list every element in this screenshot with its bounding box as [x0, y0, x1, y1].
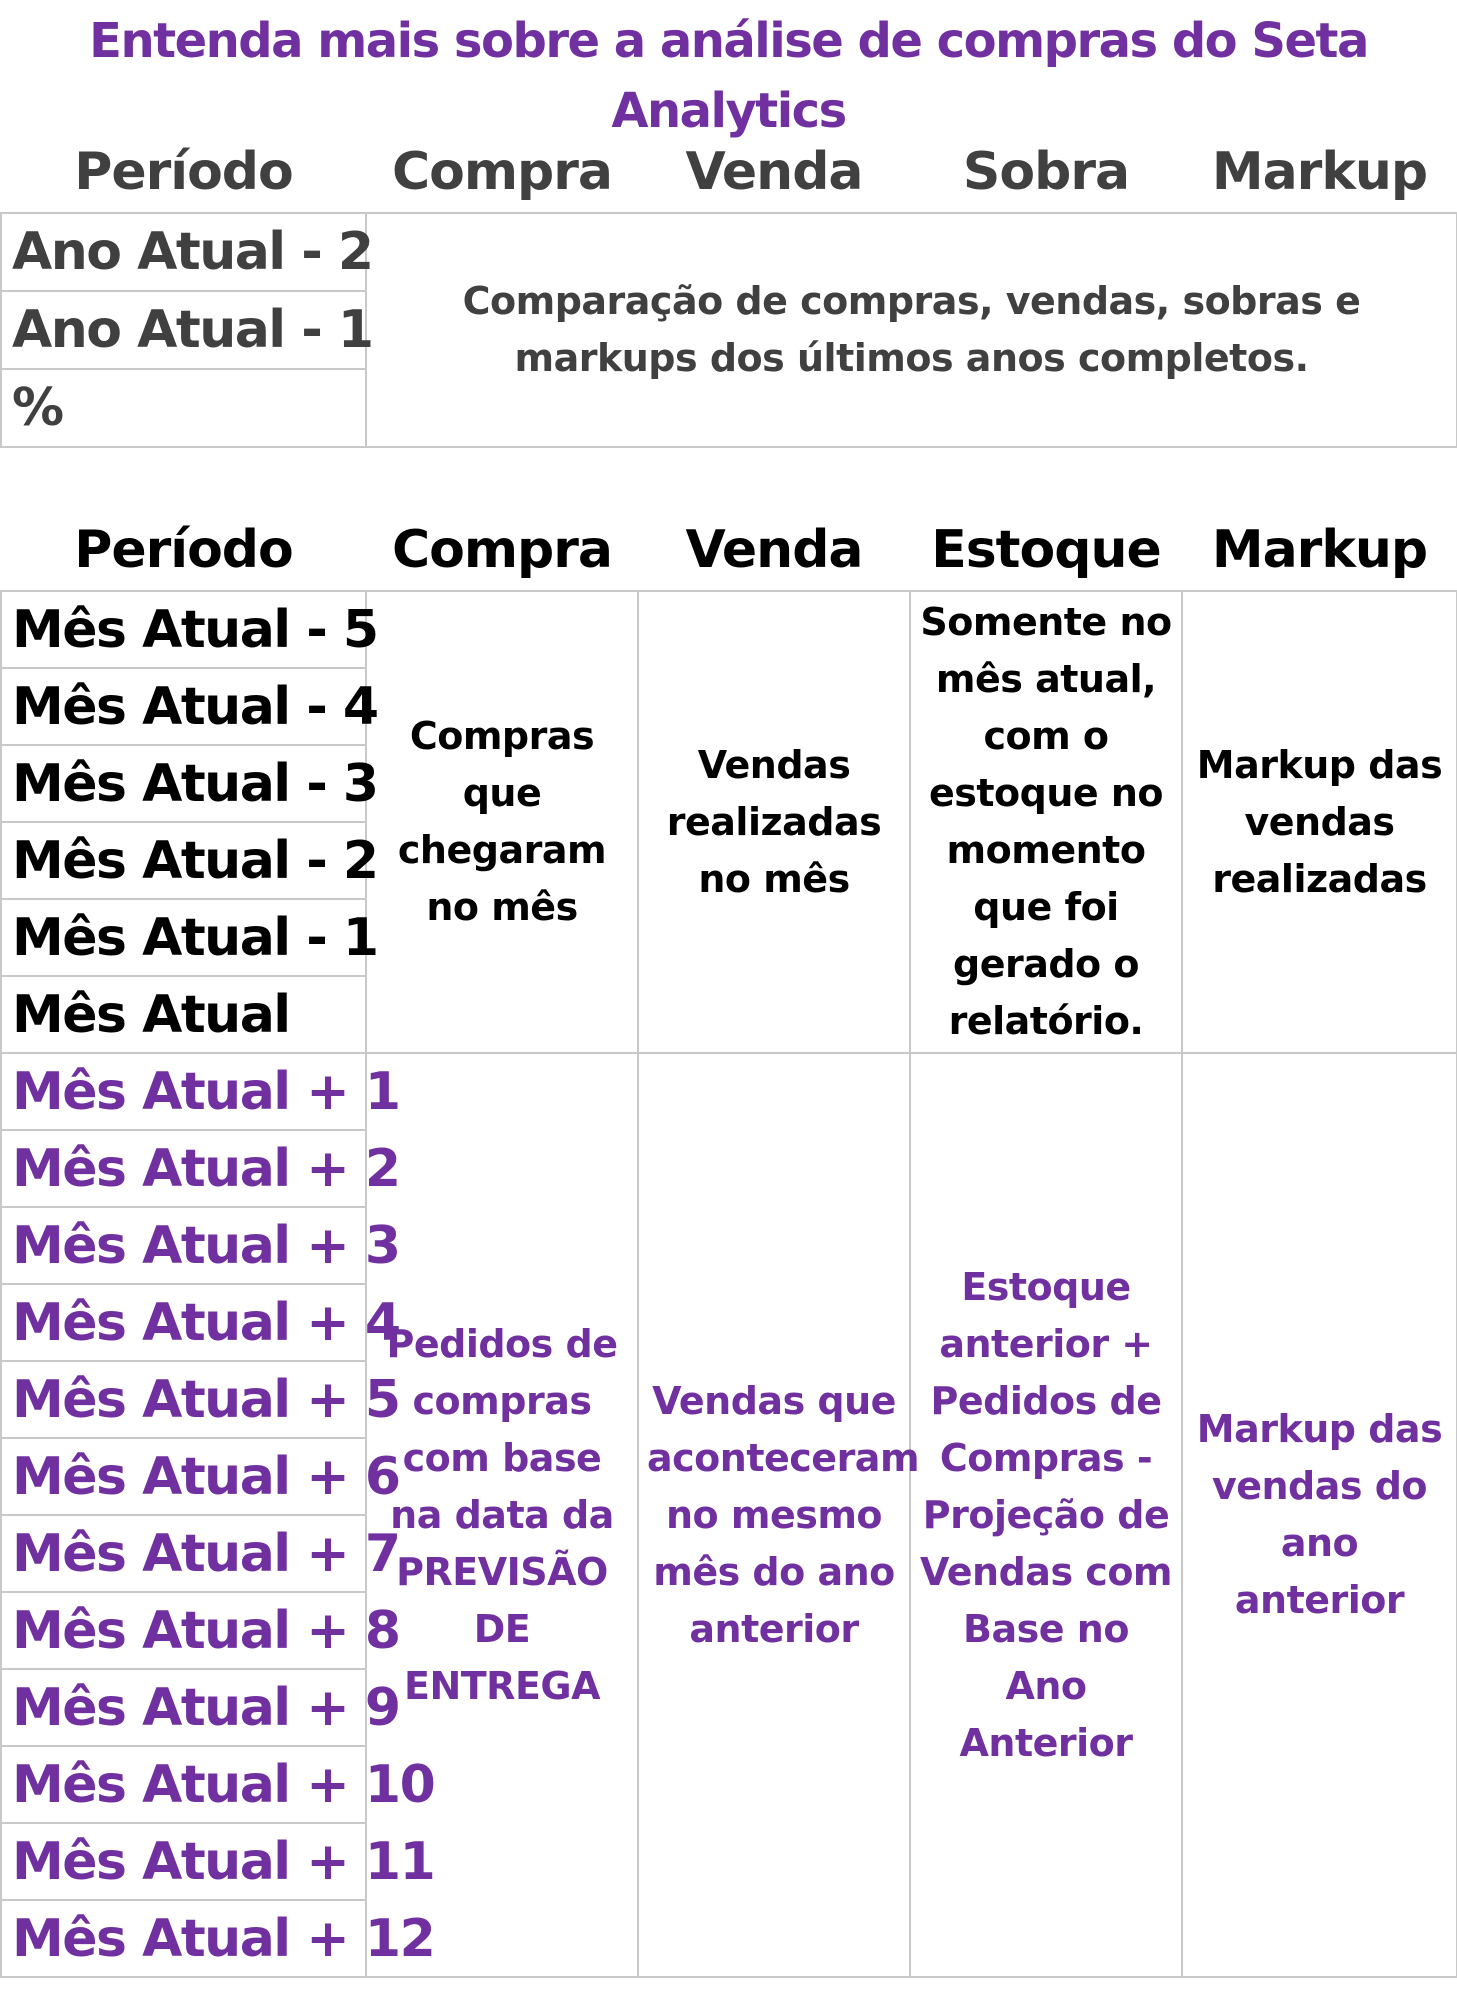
row-label: Mês Atual + 11: [1, 1823, 366, 1900]
future-compra-desc: Pedidos de compras com base na data da PREVISÃO DE ENTREGA: [366, 1053, 638, 1977]
table-header-row: [1, 132, 1457, 213]
row-label: %: [1, 369, 366, 447]
row-label: Mês Atual + 6: [1, 1438, 366, 1515]
header-markup: Markup: [1211, 520, 1428, 580]
table-row: [1, 1053, 1457, 1130]
row-label: Mês Atual - 3: [1, 745, 366, 822]
header-estoque: Estoque: [931, 520, 1161, 580]
row-label: Mês Atual + 12: [1, 1900, 366, 1977]
row-label: Mês Atual - 4: [1, 668, 366, 745]
future-venda-desc: Vendas que aconteceram no mesmo mês do ano anterior: [638, 1053, 910, 1977]
row-label: Mês Atual: [1, 976, 366, 1053]
header-periodo: Período: [74, 142, 293, 202]
row-label: Mês Atual - 2: [1, 822, 366, 899]
annual-description: Comparação de compras, vendas, sobras e markups dos últimos anos completos.: [366, 213, 1457, 447]
future-markup-desc: Markup das vendas do ano anterior: [1182, 1053, 1457, 1977]
row-label: Ano Atual - 2: [1, 213, 366, 291]
header-compra: Compra: [391, 142, 613, 202]
table-header-row: [1, 510, 1457, 591]
table-row: [1, 591, 1457, 668]
row-label: Mês Atual - 5: [1, 591, 366, 668]
annual-comparison-table: [0, 132, 1457, 448]
row-label: Mês Atual - 1: [1, 899, 366, 976]
row-label: Mês Atual + 5: [1, 1361, 366, 1438]
row-label: Ano Atual - 1: [1, 291, 366, 369]
row-label: Mês Atual + 4: [1, 1284, 366, 1361]
past-compra-desc: Compras que chegaram no mês: [366, 591, 638, 1053]
past-venda-desc: Vendas realizadas no mês: [638, 591, 910, 1053]
row-label: Mês Atual + 10: [1, 1746, 366, 1823]
header-venda: Venda: [685, 520, 863, 580]
row-label: Mês Atual + 7: [1, 1515, 366, 1592]
monthly-analysis-table: [0, 510, 1457, 1978]
past-markup-desc: Markup das vendas realizadas: [1182, 591, 1457, 1053]
row-label: Mês Atual + 8: [1, 1592, 366, 1669]
header-compra: Compra: [391, 520, 613, 580]
row-label: Mês Atual + 3: [1, 1207, 366, 1284]
table-row: [1, 213, 1457, 291]
row-label: Mês Atual + 9: [1, 1669, 366, 1746]
row-label: Mês Atual + 2: [1, 1130, 366, 1207]
header-periodo: Período: [74, 520, 293, 580]
header-venda: Venda: [685, 142, 863, 202]
header-sobra: Sobra: [962, 142, 1130, 202]
past-estoque-desc: Somente no mês atual, com o estoque no momento que foi gerado o relatório.: [910, 591, 1182, 1053]
page-title: Entenda mais sobre a análise de compras do Seta Analytics: [89, 13, 1368, 139]
header-markup: Markup: [1211, 142, 1428, 202]
future-estoque-desc: Estoque anterior + Pedidos de Compras - Projeção de Vendas com Base no Ano Anterior: [910, 1053, 1182, 1977]
row-label: Mês Atual + 1: [1, 1053, 366, 1130]
